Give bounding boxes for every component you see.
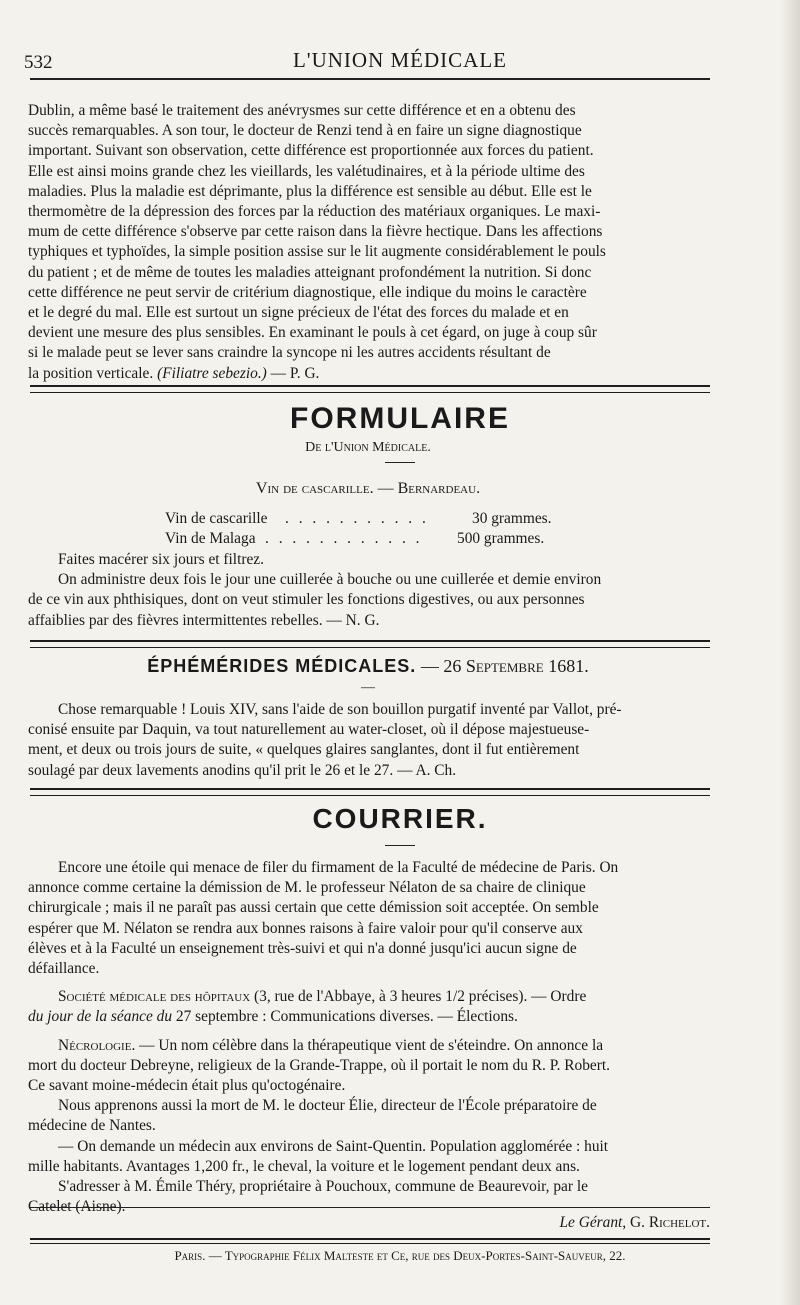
ingredient-row bbox=[165, 509, 552, 529]
running-head: L'UNION MÉDICALE bbox=[292, 48, 507, 72]
body-line: médecine de Nantes. bbox=[28, 1117, 156, 1135]
body-line: ment, et deux ou trois jours de suite, « quelques glaires sanglantes, dont il fut entièrement bbox=[28, 741, 580, 759]
formulaire-body bbox=[28, 550, 708, 631]
ingredient-name: Vin de Malaga bbox=[165, 530, 256, 548]
section-rule bbox=[30, 788, 710, 796]
body-line: mort du docteur Debreyne, religieux de la Grande-Trappe, où il portait le nom du R. P. Robert. bbox=[28, 1056, 611, 1074]
body-line: Catelet (Aisne). bbox=[28, 1198, 126, 1216]
societe-label: Société médicale des hôpitaux bbox=[58, 988, 251, 1006]
footer-rule bbox=[30, 1207, 710, 1208]
ephemerides-heading bbox=[28, 656, 708, 677]
recipe-title: Vin de cascarille. — Bernardeau. bbox=[255, 480, 481, 497]
societe-line: Société médicale des hôpitaux (3, rue de l'Abbaye, à 3 heures 1/2 précises). — Ordre bbox=[58, 988, 587, 1006]
body-line: Ce savant moine-médecin était plus qu'octogénaire. bbox=[28, 1077, 346, 1095]
body-line: On administre deux fois le jour une cuillerée à bouche ou une cuillerée et demie environ bbox=[58, 571, 602, 589]
short-rule bbox=[385, 845, 415, 846]
body-line: soulagé par deux lavements anodins qu'il prit le 26 et le 27. — A. Ch. bbox=[28, 761, 457, 779]
section-rule bbox=[30, 385, 710, 393]
footer-rule-double bbox=[30, 1238, 710, 1244]
article-line: et le degré du mal. Elle est surtout un signe précieux de l'état des forces du malade et en bbox=[28, 304, 569, 322]
societe-line: du jour de la séance du 27 septembre : Communications diverses. — Élections. bbox=[28, 1008, 518, 1026]
article-line: Elle est ainsi moins grande chez les vieillards, les valétudinaires, et à la période ultime des bbox=[28, 162, 585, 180]
imprint: Paris. — Typographie Félix Malteste et Ce, rue des Deux-Portes-Saint-Sauveur, 22. bbox=[174, 1248, 626, 1263]
ingredient-dots: . . . . . . . . . . . bbox=[285, 510, 429, 527]
body-line: chirurgicale ; mais il ne paraît pas aussi certain que cette démission soit acceptée. On semble bbox=[28, 899, 599, 917]
article-line: devient une mesure des plus sensibles. En examinant le pouls à cet égard, on juge à coup sûr bbox=[28, 324, 597, 342]
necro-label: Nécrologie. bbox=[58, 1036, 136, 1054]
gerant-signature: Le Gérant, G. Richelot. bbox=[559, 1214, 710, 1231]
short-rule bbox=[385, 462, 415, 463]
article-line: maladies. Plus la maladie est déprimante, plus la différence est sensible au début. Elle est le bbox=[28, 182, 592, 200]
top-article bbox=[28, 101, 708, 384]
courrier-title: COURRIER. bbox=[312, 803, 488, 834]
page-number: 532 bbox=[24, 52, 53, 73]
article-line: thermomètre de la dépression des forces par la réduction des matériaux organiques. Le maxi- bbox=[28, 203, 601, 221]
page-edge-shadow bbox=[780, 0, 800, 1305]
ephemerides-separator: — bbox=[361, 680, 375, 695]
body-line: affaiblies par des fièvres intermittentes rebelles. — N. G. bbox=[28, 611, 380, 629]
header-rule bbox=[30, 78, 710, 80]
ingredient-name: Vin de cascarille bbox=[165, 510, 268, 527]
body-line: conisé ensuite par Daquin, va tout naturellement au water-closet, où il dépose majestueuse- bbox=[28, 721, 590, 739]
article-line: mum de cette différence s'observe par cette raison dans la fièvre hectique. Dans les affections bbox=[28, 223, 603, 241]
ingredient-dots: . . . . . . . . . . . . bbox=[265, 530, 423, 547]
body-line: S'adresser à M. Émile Théry, propriétaire à Pouchoux, commune de Beaurevoir, par le bbox=[58, 1178, 588, 1196]
article-line: si le malade peut se lever sans craindre la syncope ni les autres accidents résultant de bbox=[28, 344, 551, 362]
article-line: cette différence ne peut servir de critérium diagnostique, elle indique du moins le caractère bbox=[28, 283, 587, 301]
body-line: défaillance. bbox=[28, 960, 100, 978]
body-line: — On demande un médecin aux environs de Saint-Quentin. Population agglomérée : huit bbox=[58, 1137, 609, 1155]
body-line: mille habitants. Avantages 1,200 fr., le cheval, la voiture et le logement pendant deux ans. bbox=[28, 1157, 580, 1175]
body-line: espérer que M. Nélaton se rendra aux bonnes raisons à faire valoir pour qu'il conserve aux bbox=[28, 919, 583, 937]
body-line: Nous apprenons aussi la mort de M. le docteur Élie, directeur de l'École préparatoire de bbox=[58, 1097, 597, 1115]
article-source: (Filiatre sebezio.) bbox=[157, 364, 267, 382]
courrier-body bbox=[28, 858, 708, 1217]
instruction: Faites macérer six jours et filtrez. bbox=[58, 551, 264, 568]
article-line: typhiques et typhoïdes, la simple position assise sur le lit augmente considérablement le pouls bbox=[28, 243, 606, 261]
formulaire-subtitle: De l'Union Médicale. bbox=[305, 440, 431, 455]
article-line: du patient ; et de même de toutes les maladies atteignant profondément la nutrition. Si donc bbox=[28, 263, 592, 281]
body-line: Chose remarquable ! Louis XIV, sans l'aide de son bouillon purgatif inventé par Vallot, pré- bbox=[58, 701, 622, 718]
body-line: de ce vin aux phthisiques, dont on veut stimuler les fonctions digestives, ou aux personnes bbox=[28, 591, 585, 609]
body-line: Encore une étoile qui menace de filer du firmament de la Faculté de médecine de Paris. On bbox=[58, 859, 619, 876]
section-rule bbox=[30, 640, 710, 648]
ingredient-qty: 500 grammes. bbox=[457, 530, 545, 547]
necro-line: Nécrologie. — Un nom célèbre dans la thérapeutique vient de s'éteindre. On annonce la bbox=[58, 1036, 604, 1054]
article-line: Dublin, a même basé le traitement des anévrysmes sur cette différence et en a obtenu des bbox=[28, 102, 576, 119]
article-line: important. Suivant son observation, cette différence est proportionnée aux forces du patient. bbox=[28, 142, 594, 160]
ingredient-row bbox=[165, 529, 545, 549]
ingredient-qty: 30 grammes. bbox=[472, 510, 552, 527]
ephemerides-date: — 26 Septembre 1681. bbox=[420, 656, 589, 676]
body-line: élèves et à la Faculté un enseignement très-suivi et qui n'a donné jusqu'ici aucun signe de bbox=[28, 939, 577, 957]
article-line-last: la position verticale. (Filiatre sebezio.) — P. G. bbox=[28, 364, 320, 382]
ephemerides-body bbox=[28, 700, 708, 781]
ingredient-list bbox=[165, 509, 552, 549]
body-line: annonce comme certaine la démission de M. le professeur Nélaton de sa chaire de clinique bbox=[28, 879, 586, 897]
article-line: succès remarquables. A son tour, le docteur de Renzi tend à en faire un signe diagnostique bbox=[28, 122, 582, 140]
ephemerides-title: ÉPHÉMÉRIDES MÉDICALES. bbox=[147, 656, 417, 676]
formulaire-title: FORMULAIRE bbox=[290, 402, 510, 435]
article-signature: — P. G. bbox=[270, 364, 320, 382]
